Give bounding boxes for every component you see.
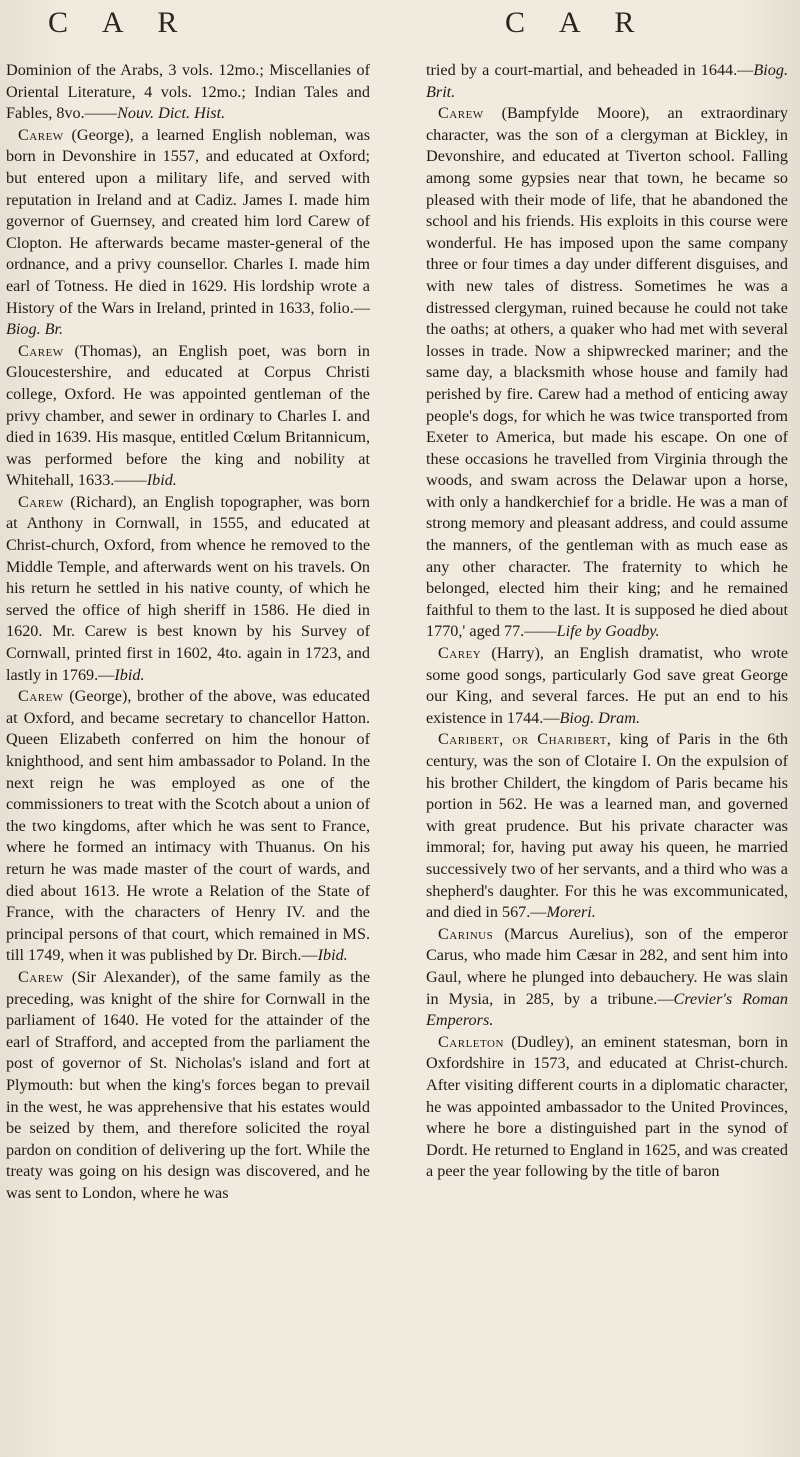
entry-source: Life by Goadby. — [556, 622, 660, 641]
entry-text: king of Paris in the 6th century, was the son of Clotaire I. On the expulsion of his brother Childert, the kingdom of Paris became his portion in 562. He was a learned man, and governed with great prudence. But his private character was immoral; for, having put away his queen, he married successively two of her servants, and a third who was a shepherd's daughter. For this he was excommunicated, and died in 567.— — [426, 730, 788, 922]
entry-headword: Caribert, or Charibert, — [438, 730, 612, 749]
entry-text: (George), brother of the above, was educated at Oxford, and became secretary to chancellor Hatton. Queen Elizabeth conferred on him the honour of knighthood, and sent him ambassador to Poland. In the next reign he was employed as one of the commissioners to treat with the Scotch about a union of the two kingdoms, after which he was sent to France, where he formed an intimacy with Thuanus. On his return he was made master of the court of wards, and died about 1613. He wrote a Relation of the State of France, with the characters of Henry IV. and the principal persons of that court, which remained in MS. till 1749, when it was published by Dr. Birch.— — [6, 687, 371, 965]
entry-source: Ibid. — [317, 946, 348, 965]
left-column — [0, 60, 370, 1204]
entry-headword: Carew — [18, 967, 64, 986]
entry-headword: Carew — [18, 492, 64, 511]
entry-headword: Carey — [438, 644, 482, 663]
dictionary-entry — [6, 686, 370, 967]
entry-source: Ibid. — [146, 471, 177, 490]
dictionary-entry — [426, 643, 788, 729]
entry-headword: Carleton — [438, 1032, 504, 1051]
entry-text: (Harry), an English dramatist, who wrote some good songs, particularly God save great George our King, and several farces. He put an end to his existence in 1744.— — [426, 644, 789, 727]
entry-headword: Carew — [438, 104, 484, 123]
dictionary-entry — [6, 60, 370, 125]
running-header — [0, 6, 800, 46]
dictionary-entry — [6, 492, 370, 686]
header-left: C A R — [48, 6, 192, 39]
entry-headword: Carew — [18, 687, 64, 706]
entry-text: (Thomas), an English poet, was born in Gloucestershire, and educated at Corpus Christi college, Oxford. He was appointed gentleman of the privy chamber, and sewer in ordinary to Charles I. and died in 1639. His masque, entitled Cœlum Britannicum, was performed before the king and nobility at Whitehall, 1633.—— — [6, 341, 370, 490]
entry-source: Biog. Dram. — [559, 708, 641, 727]
entry-text: (Sir Alexander), of the same family as the preceding, was knight of the shire for Cornwall in the parliament of 1640. He voted for the attainder of the earl of Strafford, and accepted from the parliament the post of governor of St. Nicholas's island and fort at Plymouth: but when the king's forces began to prevail in the west, he was apprehensive that his estates would be seized by them, and therefore solicited the royal pardon on condition of delivering up the fort. While the treaty was going on his design was discovered, and he was sent to London, where he was — [6, 967, 371, 1202]
dictionary-entry — [6, 125, 370, 341]
entry-source: Ibid. — [114, 665, 145, 684]
entry-source: Biog. Brit. — [426, 61, 788, 101]
entry-text: tried by a court-martial, and beheaded in 1644.— — [426, 61, 754, 79]
entry-text: (Richard), an English topographer, was born at Anthony in Cornwall, in 1555, and educated at Christ-church, Oxford, from whence he removed to the Middle Temple, and afterwards went on his travels. On his return he settled in his native county, of which he served the office of high sheriff in 1586. He died in 1620. Mr. Carew is best known by his Survey of Cornwall, printed first in 1602, 4to. again in 1723, and lastly in 1769.— — [6, 492, 370, 684]
dictionary-entry — [426, 103, 788, 643]
dictionary-entry — [6, 341, 370, 492]
dictionary-entry — [426, 729, 788, 923]
entry-source: Nouv. Dict. Hist. — [117, 104, 226, 123]
entry-text: (George), a learned English nobleman, was born in Devonshire in 1557, and educated at Oxford; but entered upon a military life, and served with reputation in Ireland and at Cadiz. James I. made him governor of Guernsey, and created him lord Carew of Clopton. He afterwards became master-general of the ordnance, and a privy counsellor. Charles I. made him earl of Totness. He died in 1629. His lordship wrote a History of the Wars in Ireland, printed in 1633, folio.— — [6, 125, 371, 317]
dictionary-entry — [426, 924, 788, 1032]
entry-text: (Bampfylde Moore), an extraordinary character, was the son of a clergyman at Bickley, in Devonshire, and educated at Tiverton school. Falling among some gypsies near that town, he became so pleased with their mode of life, that he abandoned the school and his friends. His exploits in this course were wonderful. He has imposed upon the same company three or four times a day under different disguises, and with new tales of distress. Sometimes he was a distressed clergyman, ruined because he could not take the oaths; at others, a quaker who had met with several losses in trade. Now a shipwrecked mariner; and the same day, a blacksmith whose house and family had perished by fire. Carew had a method of enticing away people's dogs, for which he was twice transported from Exeter to America, but made his escape. On one of these occasions he travelled from Virginia through the woods, and swam across the Delawar upon a horse, with only a handkerchief for a bridle. He was a man of strong memory and pleasant address, and could assume the manners, of the gentleman with as much ease as any other character. The fraternity to which he belonged, elected him their king; and he remained faithful to them to the last. It is supposed he died about 1770,' aged 77.—— — [426, 104, 788, 641]
dictionary-entry — [426, 60, 788, 103]
entry-text: Dominion of the Arabs, 3 vols. 12mo.; Miscellanies of Oriental Literature, 4 vols. 12mo.; Indian Tales and Fables, 8vo.—— — [6, 61, 370, 123]
entry-text: (Marcus Aurelius), son of the emperor Carus, who made him Cæsar in 282, and sent him into Gaul, where he plunged into debauchery. He was slain in Mysia, in 285, by a tribune.— — [426, 924, 788, 1008]
dictionary-entry — [6, 967, 370, 1205]
dictionary-entry — [426, 1032, 788, 1183]
entry-headword: Carew — [18, 341, 64, 360]
header-right: C A R — [505, 6, 649, 39]
entry-source: Crevier's Roman Emperors. — [426, 989, 789, 1030]
entry-source: Biog. Br. — [6, 320, 64, 339]
right-column — [426, 60, 788, 1183]
entry-text: (Dudley), an eminent statesman, born in Oxfordshire in 1573, and educated at Christ-church. After visiting different courts in a diplomatic character, he was appointed ambassador to the United Provinces, where he bore a distinguished part in the synod of Dordt. He returned to England in 1625, and was created a peer the year following by the title of baron — [426, 1032, 789, 1181]
entry-headword: Carinus — [438, 924, 494, 943]
entry-headword: Carew — [18, 125, 64, 144]
entry-source: Moreri. — [546, 903, 596, 922]
